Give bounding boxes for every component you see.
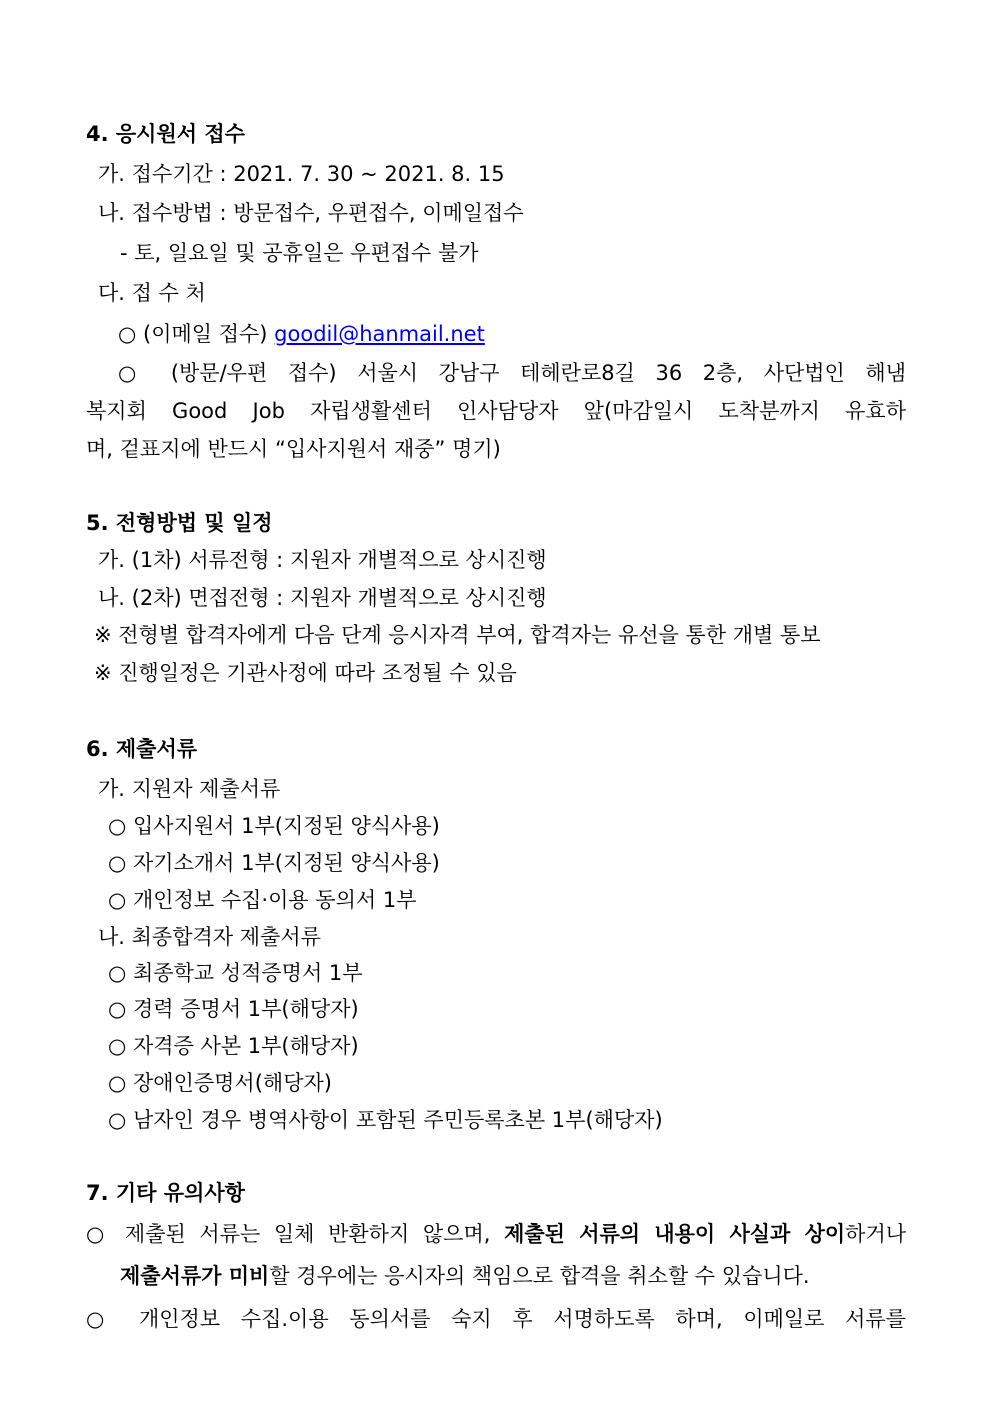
- selection-note-2: ※ 진행일정은 기관사정에 따라 조정될 수 있음: [94, 661, 517, 685]
- notice-emphasis: 제출서류가 미비: [120, 1264, 270, 1288]
- application-period: 가. 접수기간 : 2021. 7. 30 ~ 2021. 8. 15: [98, 162, 505, 186]
- final-document-item: ○ 자격증 사본 1부(해당자): [108, 1034, 359, 1058]
- visit-submission-line-2: 복지회 Good Job 자립생활센터 인사담당자 앞(마감일시 도착분까지 유효하: [86, 399, 906, 423]
- visit-submission-line-3: 며, 겉표지에 반드시 “입사지원서 재중” 명기): [86, 437, 501, 461]
- applicant-document-item: ○ 입사지원서 1부(지정된 양식사용): [108, 814, 440, 838]
- section-6-title: 6. 제출서류: [86, 737, 198, 761]
- email-submission: [118, 321, 485, 347]
- final-document-item: ○ 장애인증명서(해당자): [108, 1071, 332, 1095]
- section-7-title: 7. 기타 유의사항: [86, 1181, 245, 1205]
- final-document-item: ○ 경력 증명서 1부(해당자): [108, 997, 359, 1021]
- email-submission-label: ○ (이메일 접수): [118, 322, 275, 346]
- section-5-title: 5. 전형방법 및 일정: [86, 511, 273, 535]
- selection-step-2: 나. (2차) 면접전형 : 지원자 개별적으로 상시진행: [98, 586, 547, 610]
- applicant-document-item: ○ 개인정보 수집·이용 동의서 1부: [108, 888, 417, 912]
- notice-item-1-line-1: ○ 제출된 서류는 일체 반환하지 않으며, 제출된 서류의 내용이 사실과 상이하거나: [86, 1222, 907, 1246]
- application-method-note: - 토, 일요일 및 공휴일은 우편접수 불가: [120, 241, 479, 265]
- final-document-item: ○ 남자인 경우 병역사항이 포함된 주민등록초본 1부(해당자): [108, 1108, 663, 1132]
- applicant-document-item: ○ 자기소개서 1부(지정된 양식사용): [108, 851, 440, 875]
- application-method: 나. 접수방법 : 방문접수, 우편접수, 이메일접수: [98, 201, 524, 225]
- notice-item-1-line-2: 제출서류가 미비할 경우에는 응시자의 책임으로 합격을 취소할 수 있습니다.: [120, 1264, 810, 1288]
- visit-submission-line-1: ○ (방문/우편 접수) 서울시 강남구 테헤란로8길 36 2층, 사단법인 해냄: [118, 361, 906, 385]
- section-4-title: 4. 응시원서 접수: [86, 122, 245, 146]
- selection-step-1: 가. (1차) 서류전형 : 지원자 개별적으로 상시진행: [98, 548, 547, 572]
- selection-note-1: ※ 전형별 합격자에게 다음 단계 응시자격 부여, 합격자는 유선을 통한 개별 통보: [94, 623, 821, 647]
- application-place-label: 다. 접 수 처: [98, 281, 206, 305]
- notice-emphasis: 제출된 서류의 내용이 사실과 상이: [504, 1222, 846, 1246]
- email-link[interactable]: goodil@hanmail.net: [274, 322, 485, 346]
- notice-item-2: ○ 개인정보 수집.이용 동의서를 숙지 후 서명하도록 하며, 이메일로 서류를: [86, 1307, 906, 1331]
- final-documents-label: 나. 최종합격자 제출서류: [98, 925, 321, 949]
- applicant-documents-label: 가. 지원자 제출서류: [98, 777, 281, 801]
- final-document-item: ○ 최종학교 성적증명서 1부: [108, 961, 363, 985]
